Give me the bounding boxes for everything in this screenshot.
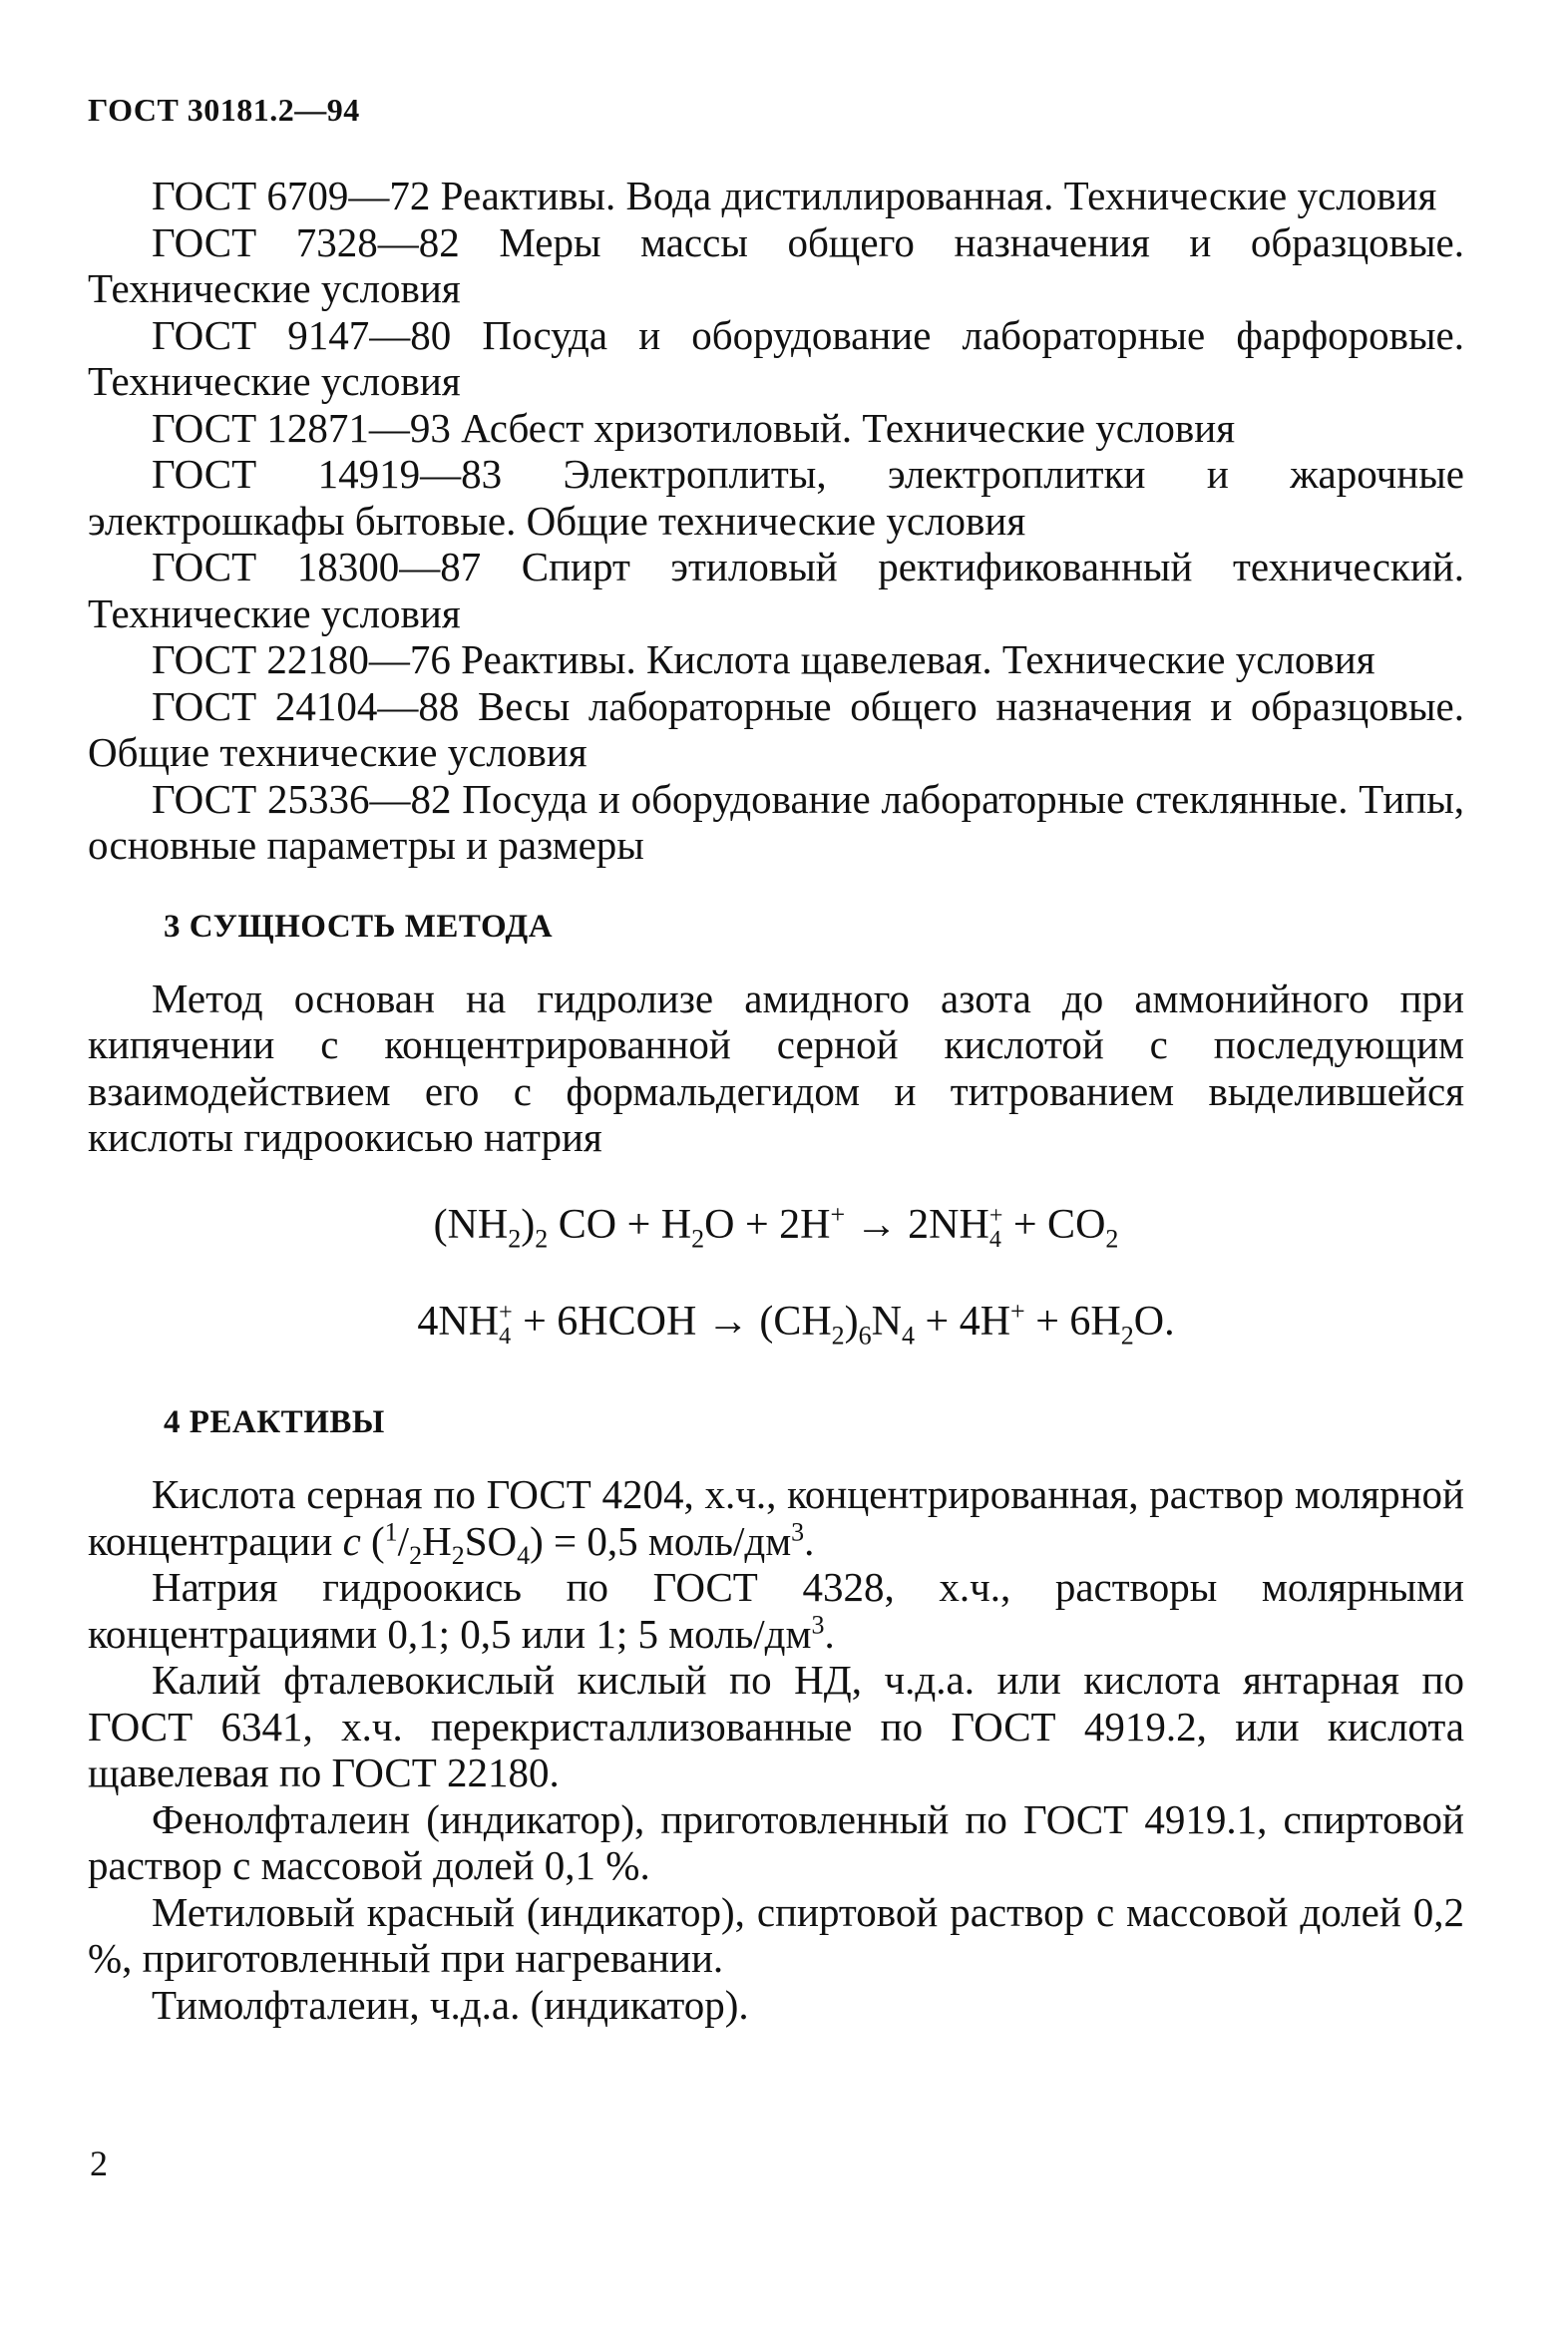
document-page (88, 92, 1464, 2028)
reference-item: ГОСТ 9147—80 Посуда и оборудование лабораторные фарфоровые. Технические условия (88, 311, 1464, 404)
reference-item: ГОСТ 24104—88 Весы лабораторные общего назначения и образцовые. Общие технические условия (88, 682, 1464, 775)
normative-references-list (88, 173, 1464, 869)
document-code-header: ГОСТ 30181.2—94 (88, 92, 360, 128)
reagent-sodium-hydroxide: Натрия гидроокись по ГОСТ 4328, х.ч., растворы молярными концентрациями 0,1; 0,5 или 1; 5 моль/$дм^3$. (88, 1564, 1464, 1657)
reagent-sulfuric-acid: Кислота серная по ГОСТ 4204, х.ч., концентрированная, раствор молярной концентрации c $(^1/_2H_2SO_4) = 0,5$ моль/$дм^3$. (88, 1471, 1464, 1570)
reference-item: ГОСТ 14919—83 Электроплиты, электроплитки и жарочные электрошкафы бытовые. Общие технические условия (88, 451, 1464, 544)
reference-item: ГОСТ 12871—93 Асбест хризотиловый. Технические условия (152, 404, 1236, 451)
section-heading-method: 3 СУЩНОСТЬ МЕТОДА (164, 908, 554, 945)
reagent-thymolphthalein: Тимолфталеин, ч.д.а. (индикатор). (152, 1981, 749, 2028)
reference-item: ГОСТ 7328—82 Меры массы общего назначения и образцовые. Технические условия (88, 218, 1464, 311)
reference-item: ГОСТ 22180—76 Реактивы. Кислота щавелевая. Технические условия (152, 636, 1375, 682)
reaction-arrow: → (696, 1298, 760, 1345)
reaction-equation-2: 4NH + 4 + 6HCOH → $(CH_2)_6N_4 + 4H^+ + 6H_2O$. (417, 1296, 1175, 1351)
method-description: Метод основан на гидролизе амидного азота до аммонийного при кипячении с концентрированной серной кислотой с последующим взаимодействием его с формальдегидом и титрованием выделившейся кислоты гидроокисью натрия (88, 974, 1464, 1160)
page-number: 2 (90, 2143, 108, 2183)
reaction-equation-1: $(NH_2)_2$ CO + $H_2O + 2H^+ \to 2NH$ + 4 + $CO_2$ (433, 1199, 1119, 1253)
reagent-methyl-red: Метиловый красный (индикатор), спиртовой раствор с массовой долей 0,2 %, приготовленный при нагревании. (88, 1888, 1464, 1982)
reagent-potassium-phthalate: Калий фталевокислый кислый по НД, ч.д.а. или кислота янтарная по ГОСТ 6341, х.ч. перекристаллизованные по ГОСТ 4919.2, или кислота щавелевая по ГОСТ 22180. (88, 1657, 1464, 1796)
reference-item: ГОСТ 25336—82 Посуда и оборудование лабораторные стеклянные. Типы, основные параметры и размеры (88, 775, 1464, 868)
reference-item: ГОСТ 18300—87 Спирт этиловый ректификованный технический. Технические условия (88, 544, 1464, 636)
reference-item: ГОСТ 6709—72 Реактивы. Вода дистиллированная. Технические условия (152, 173, 1437, 218)
section-heading-reagents: 4 РЕАКТИВЫ (164, 1404, 385, 1441)
reaction-arrow: → (845, 1201, 909, 1248)
reagent-phenolphthalein: Фенолфталеин (индикатор), приготовленный по ГОСТ 4919.1, спиртовой раствор с массовой долей 0,1 %. (88, 1795, 1464, 1889)
